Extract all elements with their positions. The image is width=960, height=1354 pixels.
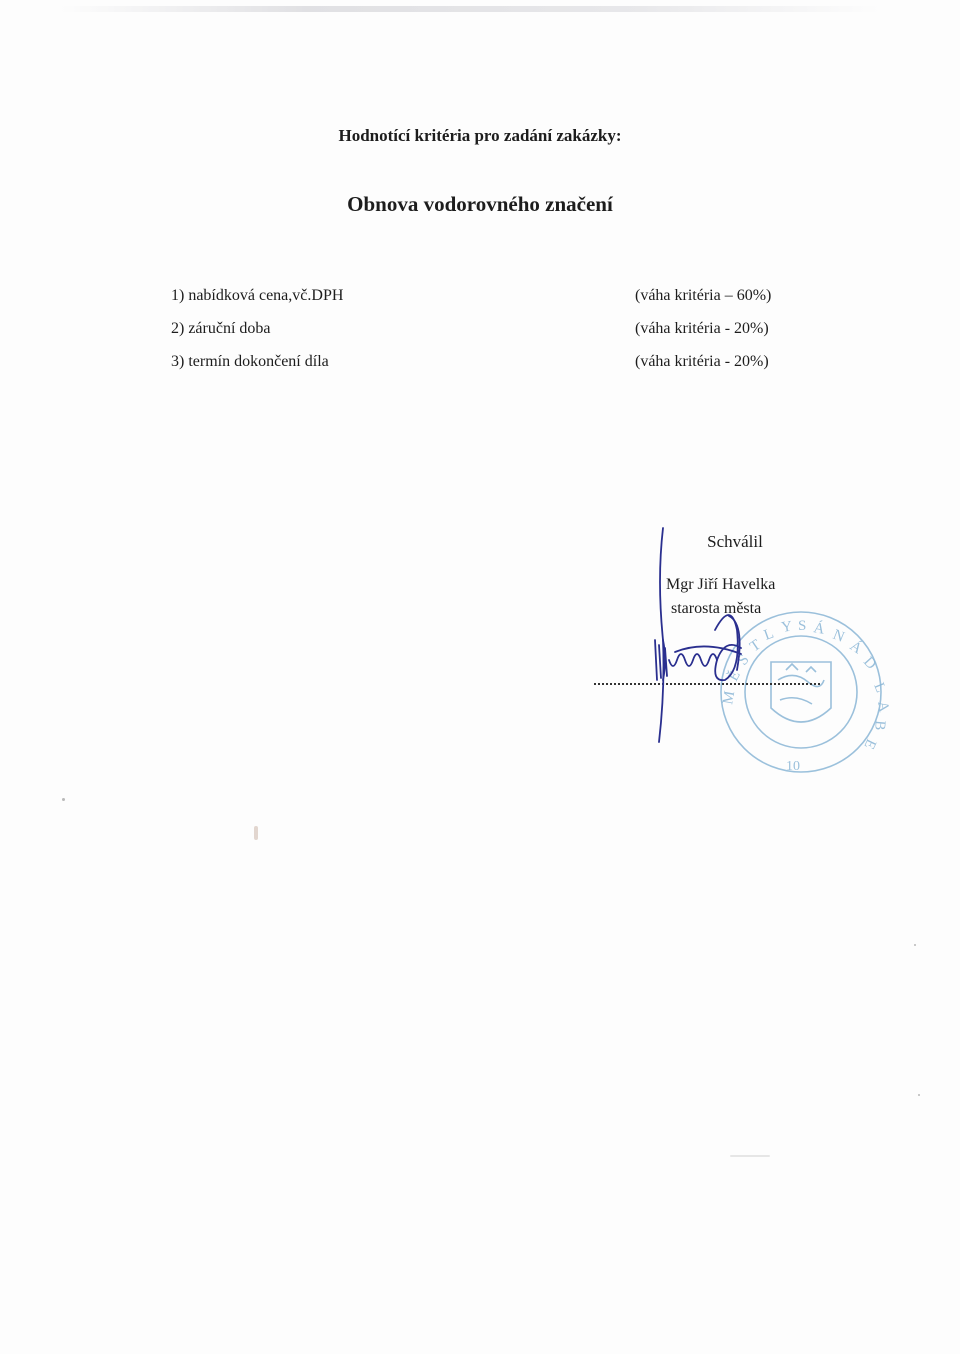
scan-speck xyxy=(918,1094,920,1096)
criteria-label: 2) záruční doba xyxy=(171,320,271,337)
criteria-weight: (váha kritéria - 20%) xyxy=(635,353,769,370)
svg-text:Á: Á xyxy=(846,638,865,658)
criteria-weight: (váha kritéria – 60%) xyxy=(635,287,772,304)
scan-speck xyxy=(254,826,258,840)
approval-label: Schválil xyxy=(707,532,763,551)
svg-text:Ě: Ě xyxy=(725,668,744,684)
criteria-row xyxy=(171,320,831,353)
document-title: Obnova vodorovného značení xyxy=(347,192,613,216)
stamp-number: 10 xyxy=(786,759,800,774)
svg-text:D: D xyxy=(860,653,880,673)
approver-role: starosta města xyxy=(671,600,762,617)
criteria-list xyxy=(171,287,831,386)
svg-text:M: M xyxy=(720,689,739,706)
handwritten-signature xyxy=(645,520,775,750)
criteria-label: 3) termín dokončení díla xyxy=(171,353,329,370)
svg-text:L: L xyxy=(761,625,776,644)
svg-text:T: T xyxy=(747,636,764,656)
svg-text:Á: Á xyxy=(812,620,826,638)
scan-edge xyxy=(60,6,880,12)
criteria-row xyxy=(171,287,831,320)
svg-text:E: E xyxy=(860,736,879,752)
document-subtitle: Hodnotící kritéria pro zadání zakázky: xyxy=(338,126,622,145)
criteria-row xyxy=(171,353,831,386)
svg-text:S: S xyxy=(735,651,753,669)
svg-text:S: S xyxy=(798,618,807,634)
approver-name: Mgr Jiří Havelka xyxy=(666,576,776,593)
scan-speck xyxy=(62,798,65,801)
scan-speck xyxy=(730,1155,770,1157)
svg-text:N: N xyxy=(830,626,847,646)
criteria-label: 1) nabídková cena,vč.DPH xyxy=(171,287,344,304)
svg-text:Y: Y xyxy=(780,618,794,636)
svg-text:L: L xyxy=(870,680,889,696)
criteria-weight: (váha kritéria - 20%) xyxy=(635,320,769,337)
svg-text:A: A xyxy=(874,699,892,714)
svg-text:B: B xyxy=(871,719,888,732)
scan-speck xyxy=(914,944,916,946)
